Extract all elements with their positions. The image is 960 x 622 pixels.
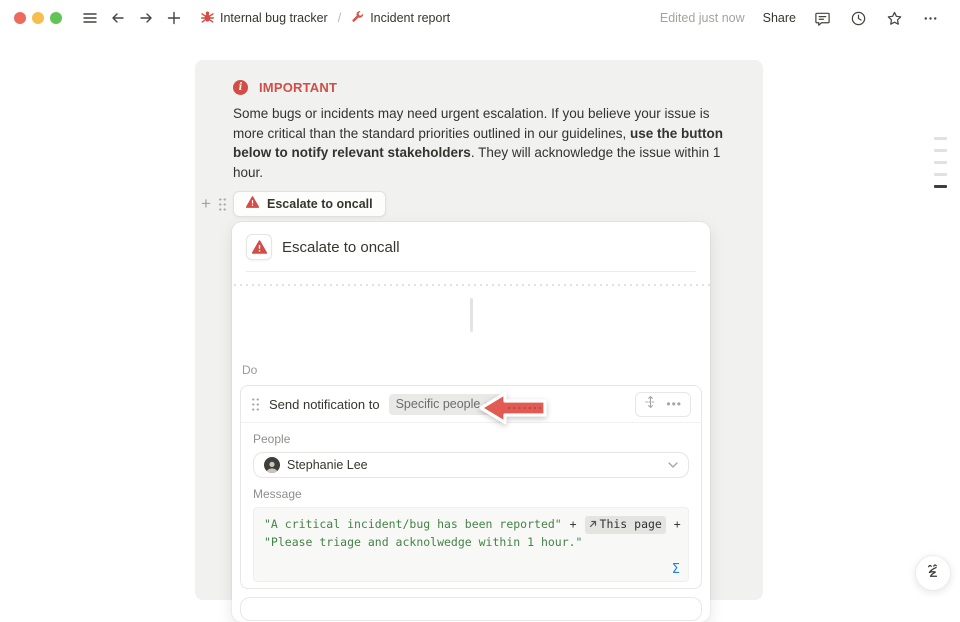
- formula-sigma-icon: Σ: [671, 561, 680, 577]
- drag-handle-icon[interactable]: [218, 197, 227, 211]
- breadcrumb-page[interactable]: [347, 8, 454, 29]
- formula-string-1: "A critical incident/bug has been reported": [264, 517, 562, 531]
- formula-line-2: [264, 534, 678, 552]
- history-icon[interactable]: [846, 6, 870, 30]
- outline-item[interactable]: [934, 149, 947, 152]
- new-page-icon[interactable]: [162, 6, 186, 30]
- callout-header: [195, 60, 763, 95]
- add-block-icon[interactable]: +: [201, 193, 211, 213]
- notification-target-dropdown[interactable]: [389, 394, 502, 415]
- popup-divider: [246, 271, 696, 272]
- share-button[interactable]: Share: [762, 11, 796, 25]
- formula-plus-2: +: [673, 517, 681, 531]
- action-row: [241, 386, 701, 423]
- notion-ai-button[interactable]: [915, 555, 951, 591]
- action-drag-handle-icon[interactable]: [251, 397, 260, 411]
- this-page-label: This page: [599, 517, 662, 531]
- people-label: People: [253, 432, 291, 446]
- edited-status: Edited just now: [659, 11, 745, 25]
- breadcrumb-page-label: Incident report: [370, 11, 451, 25]
- titlebar-left: [14, 6, 454, 30]
- move-action-icon[interactable]: [644, 395, 657, 414]
- avatar: [264, 457, 280, 473]
- callout-text-2: . They will acknowledge the issue within 1 hour.: [233, 145, 721, 180]
- formula-plus-1: +: [569, 517, 577, 531]
- escalate-to-oncall-button[interactable]: [233, 191, 386, 217]
- popup-header: [232, 222, 710, 271]
- callout-title: IMPORTANT: [259, 80, 338, 95]
- button-block-row: [198, 190, 386, 217]
- sidebar-toggle-icon[interactable]: [78, 6, 102, 30]
- chevron-down-icon: [485, 397, 494, 411]
- do-section-label: Do: [242, 363, 258, 377]
- more-options-icon[interactable]: [918, 6, 942, 30]
- back-icon[interactable]: [106, 6, 130, 30]
- action-row-controls: [635, 392, 691, 417]
- person-name: Stephanie Lee: [287, 458, 368, 472]
- button-icon-picker[interactable]: [246, 234, 272, 260]
- favorite-star-icon[interactable]: [882, 6, 906, 30]
- outline-item[interactable]: [934, 137, 947, 140]
- formula-string-2: "Please triage and acknolwedge within 1 hour.": [264, 534, 583, 549]
- people-select[interactable]: [253, 452, 689, 478]
- minimize-window-button[interactable]: [32, 12, 44, 24]
- warning-triangle-icon: [246, 196, 259, 211]
- next-action-card[interactable]: [240, 597, 702, 621]
- comments-icon[interactable]: [810, 6, 834, 30]
- action-card: [240, 385, 702, 589]
- window-titlebar: [0, 0, 960, 36]
- callout-body: [233, 104, 733, 182]
- callout-text-1: Some bugs or incidents may need urgent escalation. If you believe your issue is more critical than the standard priorities outlined in our guidelines,: [233, 106, 710, 141]
- chevron-down-icon: [668, 462, 678, 468]
- outline-item[interactable]: [934, 161, 947, 164]
- breadcrumb-workspace[interactable]: [196, 7, 332, 29]
- ai-face-icon: [924, 562, 942, 585]
- window-controls: [14, 12, 62, 24]
- breadcrumb-workspace-label: Internal bug tracker: [220, 11, 328, 25]
- escalate-button-label: Escalate to oncall: [267, 196, 373, 211]
- outline-item-active[interactable]: [934, 185, 947, 188]
- breadcrumb-separator: /: [337, 11, 342, 25]
- external-arrow-icon: [589, 516, 597, 534]
- dotted-divider: [232, 284, 710, 286]
- wrench-icon: [351, 10, 365, 27]
- action-more-icon[interactable]: •••: [666, 397, 682, 411]
- action-label: Send notification to: [269, 396, 380, 412]
- titlebar-right: [660, 6, 946, 30]
- text-cursor: [470, 298, 473, 332]
- this-page-token[interactable]: [585, 516, 666, 534]
- button-settings-popup: [232, 222, 710, 622]
- outline-item[interactable]: [934, 173, 947, 176]
- action-card-body: [241, 432, 701, 582]
- formula-line-1: [264, 516, 681, 534]
- close-window-button[interactable]: [14, 12, 26, 24]
- breadcrumb: [196, 7, 454, 29]
- bug-icon: [200, 9, 215, 27]
- callout-text-bold: use the button below to notify relevant stakeholders: [233, 125, 723, 160]
- message-label: Message: [253, 487, 302, 501]
- forward-icon[interactable]: [134, 6, 158, 30]
- popup-title[interactable]: Escalate to oncall: [282, 238, 400, 256]
- info-icon: i: [233, 80, 248, 95]
- page-outline-indicator: [934, 137, 948, 197]
- message-formula-editor[interactable]: [253, 507, 689, 582]
- notification-target-value: Specific people: [395, 397, 481, 411]
- zoom-window-button[interactable]: [50, 12, 62, 24]
